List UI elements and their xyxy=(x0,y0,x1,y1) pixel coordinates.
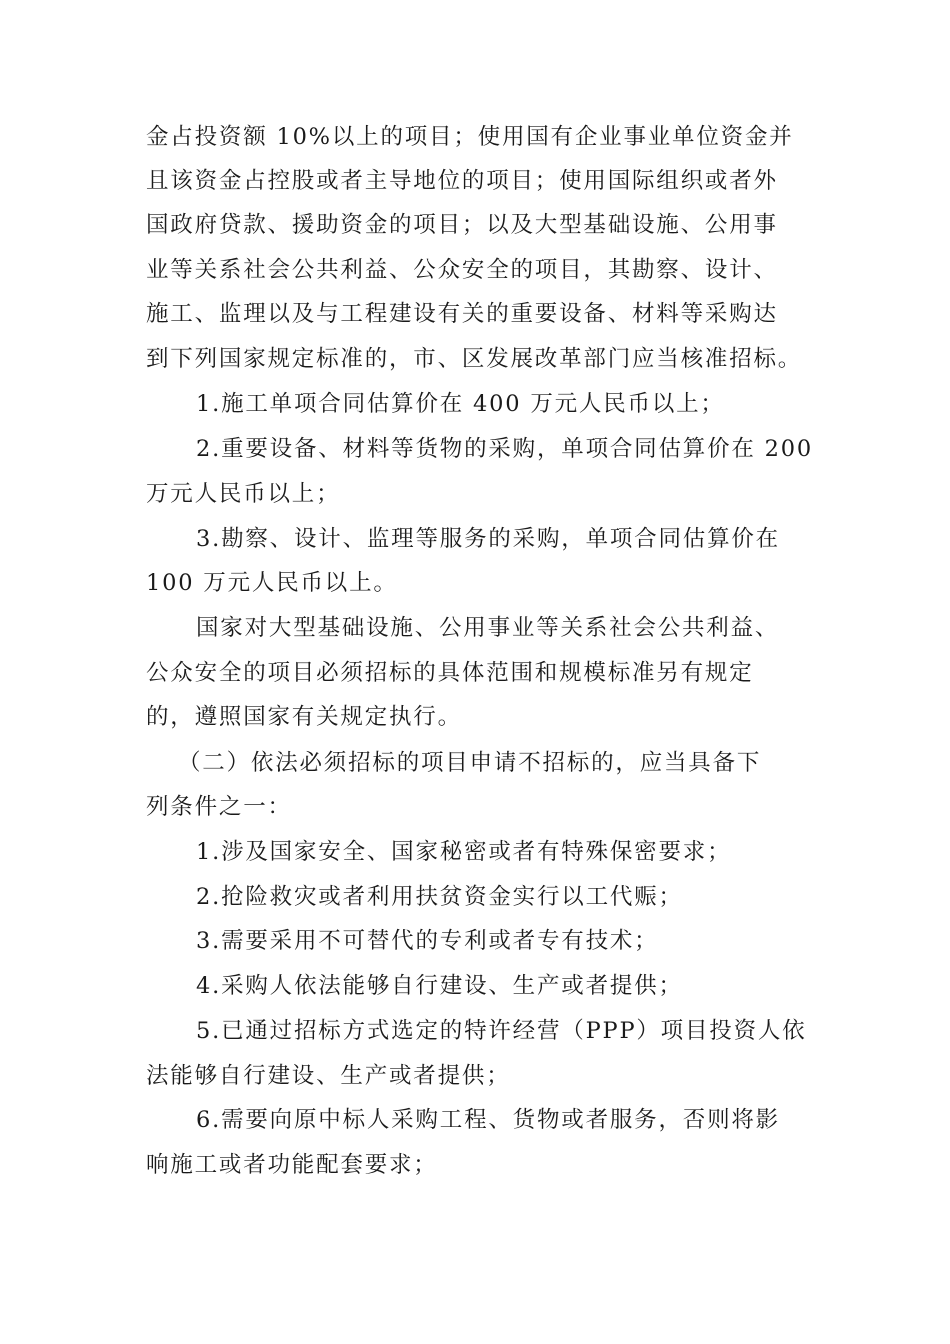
text-line: 金占投资额 10%以上的项目；使用国有企业事业单位资金并 xyxy=(146,124,794,150)
text-line: 公众安全的项目必须招标的具体范围和规模标准另有规定 xyxy=(146,660,754,686)
list-item: 3.需要采用不可替代的专利或者专有技术； xyxy=(196,928,659,954)
paragraph-start: 国家对大型基础设施、公用事业等关系社会公共利益、 xyxy=(196,615,780,641)
text-line: 法能够自行建设、生产或者提供； xyxy=(146,1063,511,1089)
list-item: 2.抢险救灾或者利用扶贫资金实行以工代赈； xyxy=(196,884,683,910)
list-item: 1.施工单项合同估算价在 400 万元人民币以上； xyxy=(196,391,725,417)
text-line: 的，遵照国家有关规定执行。 xyxy=(146,704,462,730)
text-line: 国政府贷款、援助资金的项目；以及大型基础设施、公用事 xyxy=(146,212,778,238)
list-item: 2.重要设备、材料等货物的采购，单项合同估算价在 200 xyxy=(196,436,813,462)
list-item: 3.勘察、设计、监理等服务的采购，单项合同估算价在 xyxy=(196,526,780,552)
list-item: 6.需要向原中标人采购工程、货物或者服务，否则将影 xyxy=(196,1107,780,1133)
section-heading: （二）依法必须招标的项目申请不招标的，应当具备下 xyxy=(178,750,762,776)
text-line: 且该资金占控股或者主导地位的项目；使用国际组织或者外 xyxy=(146,168,778,194)
text-line: 业等关系社会公共利益、公众安全的项目，其勘察、设计、 xyxy=(146,257,778,283)
text-line: 列条件之一： xyxy=(146,794,292,820)
list-item: 1.涉及国家安全、国家秘密或者有特殊保密要求； xyxy=(196,839,732,865)
text-line: 100 万元人民币以上。 xyxy=(146,570,398,596)
text-line: 施工、监理以及与工程建设有关的重要设备、材料等采购达 xyxy=(146,301,778,327)
text-line: 万元人民币以上； xyxy=(146,481,341,507)
text-line: 到下列国家规定标准的，市、区发展改革部门应当核准招标。 xyxy=(146,346,803,372)
list-item: 4.采购人依法能够自行建设、生产或者提供； xyxy=(196,973,683,999)
text-line: 响施工或者功能配套要求； xyxy=(146,1152,438,1178)
list-item: 5.已通过招标方式选定的特许经营（PPP）项目投资人依 xyxy=(196,1018,807,1044)
